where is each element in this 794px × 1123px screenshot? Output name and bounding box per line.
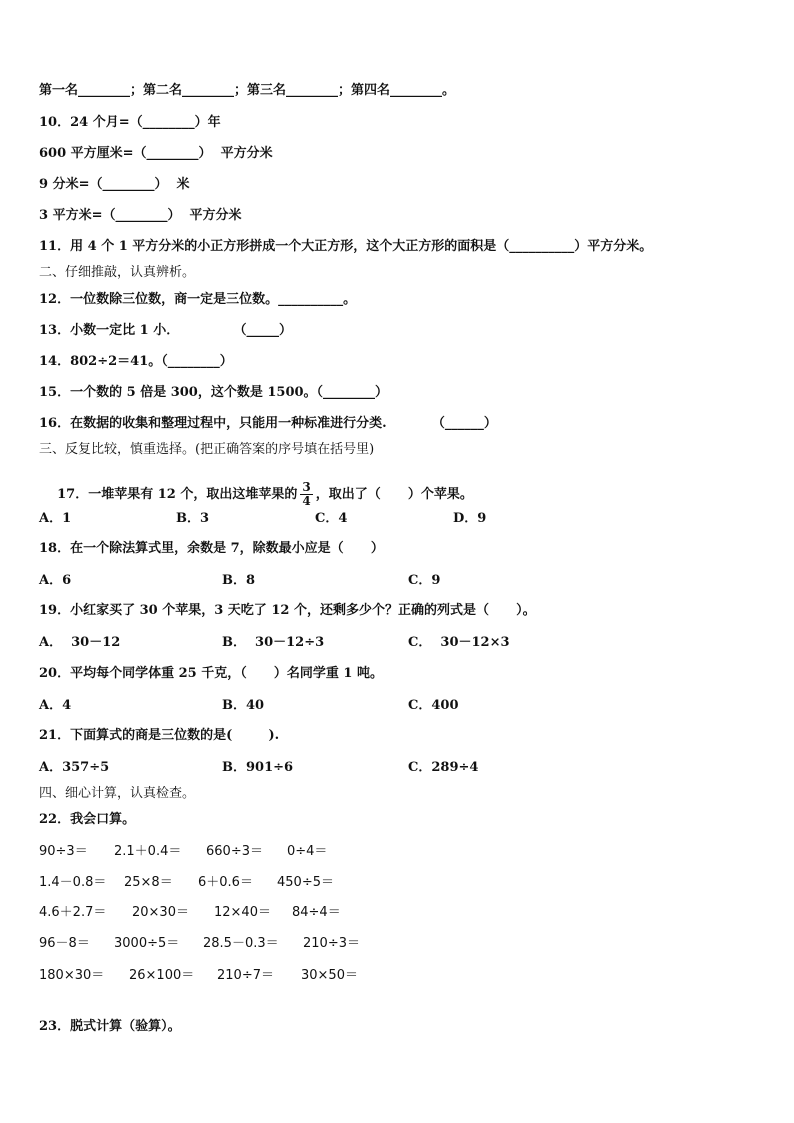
section-2-heading: 二、仔细推敲，认真辨析。 [39,265,196,280]
fraction-denominator: 4 [302,494,311,508]
question-17-text-before: 17．一堆苹果有 12 个，取出这堆苹果的 [57,487,298,502]
calc-item: 1.4－0.8＝ [39,875,107,890]
calc-item: 6＋0.6＝ [198,875,253,890]
calc-item: 26×100＝ [129,968,195,983]
question-18-option-a[interactable]: A．6 [39,573,72,588]
question-20: 20．平均每个同学体重 25 千克，（ ）名同学重 1 吨。 [39,666,383,681]
question-17 [39,463,473,526]
question-19: 19．小红家买了 30 个苹果，3 天吃了 12 个，还剩多少个？正确的列式是（ ）。 [39,603,536,618]
question-21-option-c[interactable]: C．289÷4 [408,760,479,775]
question-17-option-d[interactable]: D．9 [453,511,487,526]
question-13: 13．小数一定比 1 小． （_____） [39,323,292,338]
question-19-option-b[interactable]: B． 30－12÷3 [222,635,325,650]
calc-item: 0÷4＝ [287,844,328,859]
question-21-option-a[interactable]: A．357÷5 [39,760,110,775]
question-17-text-after: ，取出了（ ）个苹果。 [315,487,473,502]
question-20-option-c[interactable]: C．400 [408,698,459,713]
section-4-heading: 四、细心计算，认真检查。 [39,786,196,801]
calc-item: 96－8＝ [39,936,90,951]
question-21: 21．下面算式的商是三位数的是( ). [39,728,280,743]
question-10-part-1: 10．24 个月=（________）年 [39,115,221,130]
question-14: 14．802÷2＝41。（________） [39,354,233,369]
question-19-option-a[interactable]: A． 30－12 [39,635,121,650]
calc-item: 450÷5＝ [277,875,334,890]
question-20-option-b[interactable]: B．40 [222,698,265,713]
question-23: 23．脱式计算（验算）。 [39,1019,181,1034]
question-11: 11．用 4 个 1 平方分米的小正方形拼成一个大正方形，这个大正方形的面积是（__________）平方分米。 [39,239,653,254]
question-20-option-a[interactable]: A．4 [39,698,72,713]
question-16: 16．在数据的收集和整理过程中，只能用一种标准进行分类. （______） [39,416,497,431]
question-21-option-b[interactable]: B．901÷6 [222,760,294,775]
question-17-option-b[interactable]: B．3 [176,511,210,526]
question-18-option-c[interactable]: C．9 [408,573,441,588]
question-18: 18．在一个除法算式里，余数是 7，除数最小应是（ ） [39,541,384,556]
calc-item: 84÷4＝ [292,905,341,920]
question-18-option-b[interactable]: B．8 [222,573,256,588]
question-10-part-2: 600 平方厘米=（________） 平方分米 [39,146,273,161]
calc-item: 210÷3＝ [303,936,360,951]
calc-item: 12×40＝ [214,905,271,920]
calc-item: 210÷7＝ [217,968,274,983]
calc-item: 2.1＋0.4＝ [114,844,182,859]
calc-item: 28.5－0.3＝ [203,936,279,951]
question-10-part-4: 3 平方米=（________） 平方分米 [39,208,242,223]
question-10-part-3: 9 分米=（________） 米 [39,177,190,192]
calc-item: 3000÷5＝ [114,936,180,951]
section-3-heading: 三、反复比较，慎重选择。(把正确答案的序号填在括号里) [39,442,375,457]
calc-item: 90÷3＝ [39,844,88,859]
calc-item: 180×30＝ [39,968,105,983]
question-19-option-c[interactable]: C． 30－12×3 [408,635,510,650]
question-17-option-a[interactable]: A．1 [39,511,72,526]
question-12: 12．一位数除三位数，商一定是三位数。__________。 [39,292,357,307]
question-17-option-c[interactable]: C．4 [315,511,348,526]
calc-item: 25×8＝ [124,875,173,890]
ranking-blanks-line: 第一名________；第二名________；第三名________；第四名________。 [39,83,456,98]
question-22: 22．我会口算。 [39,812,136,827]
calc-item: 4.6＋2.7＝ [39,905,107,920]
calc-item: 30×50＝ [301,968,358,983]
fraction-three-quarters [300,481,312,508]
calc-item: 660÷3＝ [206,844,263,859]
calc-item: 20×30＝ [132,905,189,920]
question-15: 15．一个数的 5 倍是 300，这个数是 1500。（________） [39,385,389,400]
fraction-numerator: 3 [302,480,311,494]
